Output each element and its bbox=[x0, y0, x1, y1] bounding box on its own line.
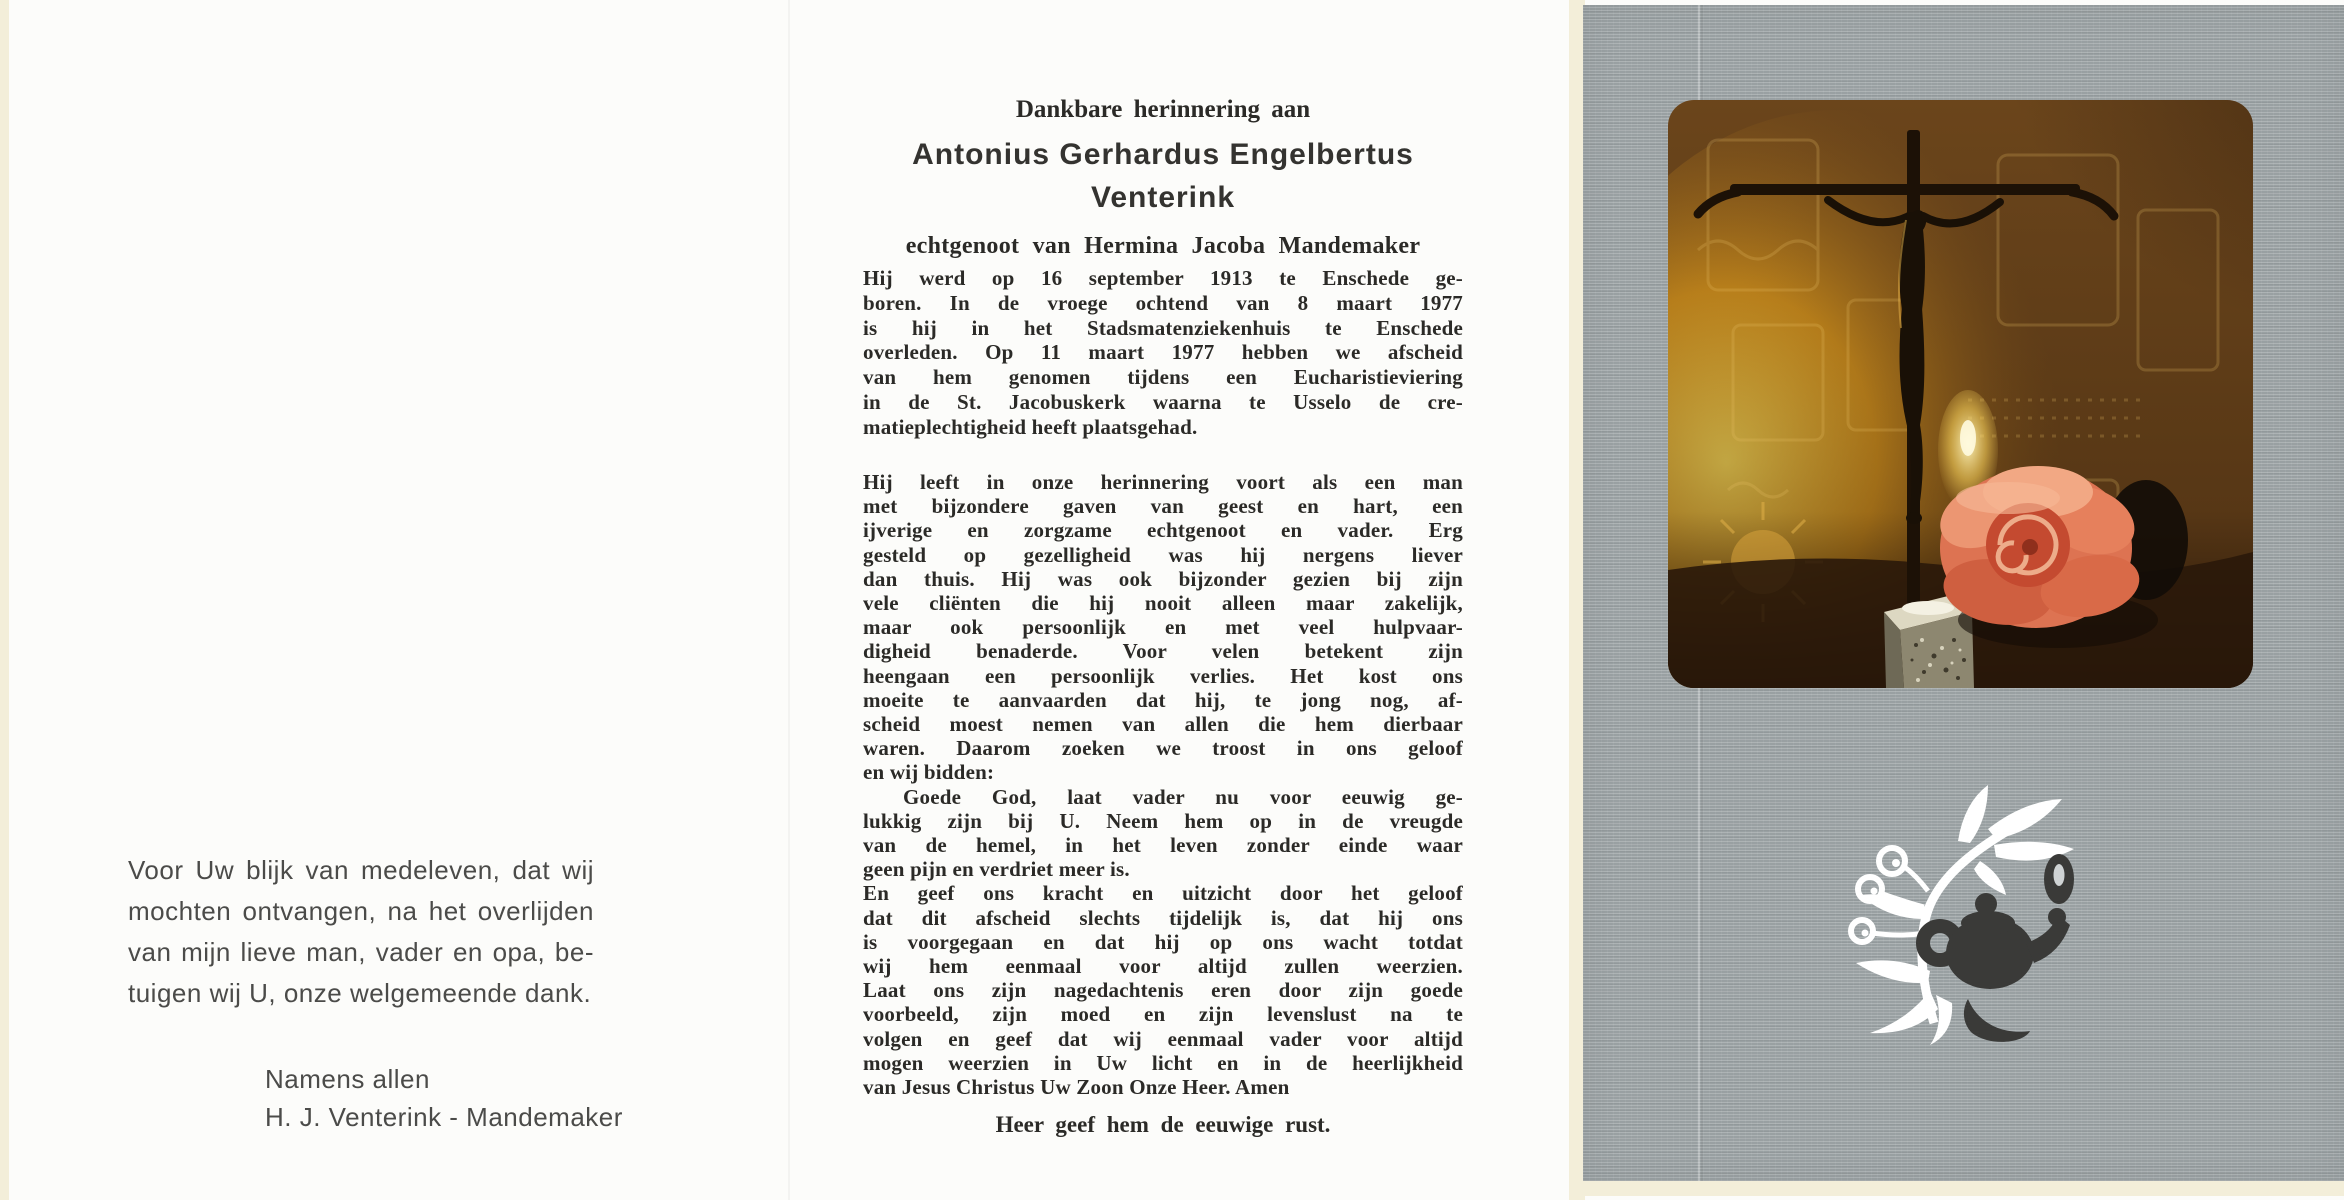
deceased-name-line1: Antonius Gerhardus Engelbertus bbox=[912, 138, 1414, 171]
scan-edge-left bbox=[0, 0, 9, 1200]
deceased-name-line2: Venterink bbox=[1090, 181, 1236, 214]
memorial-prayer-paragraph: Hij leeft in onze herinnering voort als een man met bijzondere gaven van geest en hart, een ijverige en zorgzame echtgenoot en vader. Erg gesteld op gezelligheid was hij nergens liever dan thuis. Hij was ook bijzonder gezien bij zijn vele cliënten die hij nooit alleen maar zakelijk, maar ook persoonlijk en met veel hulpvaar- digheid benaderde. Voor velen betekent zijn heengaan een persoonlijk verlies. Het kost ons moeite te aanvaarden dat hij, te jong nog, af- scheid moest nemen van allen die hem dierbaar waren. Daarom zoeken we troost in ons geloof en wij bidden: Goede God, laat vader nu voor eeuwig ge- lukkig zijn bij U. Neem hem op in de vreugde van de hemel, in het leven zonder einde waar geen pijn en verdriet meer is. En geef ons kracht en uitzicht door het geloof dat dit afscheid slechts tijdelijk is, dat hij ons is voorgegaan en dat hij op ons wacht totdat wij hem eenmaal voor altijd zullen weerzien. Laat ons zijn nagedachtenis eren door zijn goede voorbeeld, zijn moed en zijn levenslust na te volgen en geef dat wij eenmaal vader voor altijd mogen weerzien in Uw licht en in de heerlijkheid van Jesus Christus Uw Zoon Onze Heer. Amen bbox=[863, 470, 1463, 1100]
panel-fold-line bbox=[788, 0, 790, 1200]
signature-block bbox=[265, 1060, 623, 1136]
rose bbox=[1930, 466, 2188, 648]
swoosh bbox=[1964, 999, 2030, 1042]
front-cover-panel bbox=[1583, 5, 2344, 1181]
biography-paragraph: Hij werd op 16 september 1913 te Enschede ge- boren. In de vroege ochtend van 8 maart 1977 is hij in het Stadsmatenziekenhuis te Enschede overleden. Op 11 maart 1977 hebben we afscheid van hem genomen tijdens een Eucharistieviering in de St. Jacobuskerk waarna te Usselo de cre- matieplechtigheid heeft plaatsgehad. bbox=[863, 266, 1463, 439]
scan-edge-bottom bbox=[1583, 1181, 2344, 1196]
condolence-message: Voor Uw blijk van medeleven, dat wij mochten ontvangen, na het overlijden van mijn lieve man, vader en opa, be- tuigen wij U, onze welgemeende dank. bbox=[128, 855, 594, 1008]
spouse-line: echtgenoot van Hermina Jacoba Mandemaker bbox=[905, 233, 1421, 259]
signature-name: H. J. Venterink - Mandemaker bbox=[265, 1102, 623, 1132]
closing-prayer-line: Heer geef hem de eeuwige rust. bbox=[995, 1112, 1331, 1137]
flame bbox=[2044, 854, 2074, 926]
crucifix-rose-photo bbox=[1668, 100, 2253, 688]
oil-lamp-branch-ornament-icon bbox=[1830, 783, 2080, 1051]
intro-line: Dankbare herinnering aan bbox=[1015, 96, 1311, 123]
branch bbox=[1851, 785, 2074, 1045]
signature-namens: Namens allen bbox=[265, 1064, 430, 1094]
